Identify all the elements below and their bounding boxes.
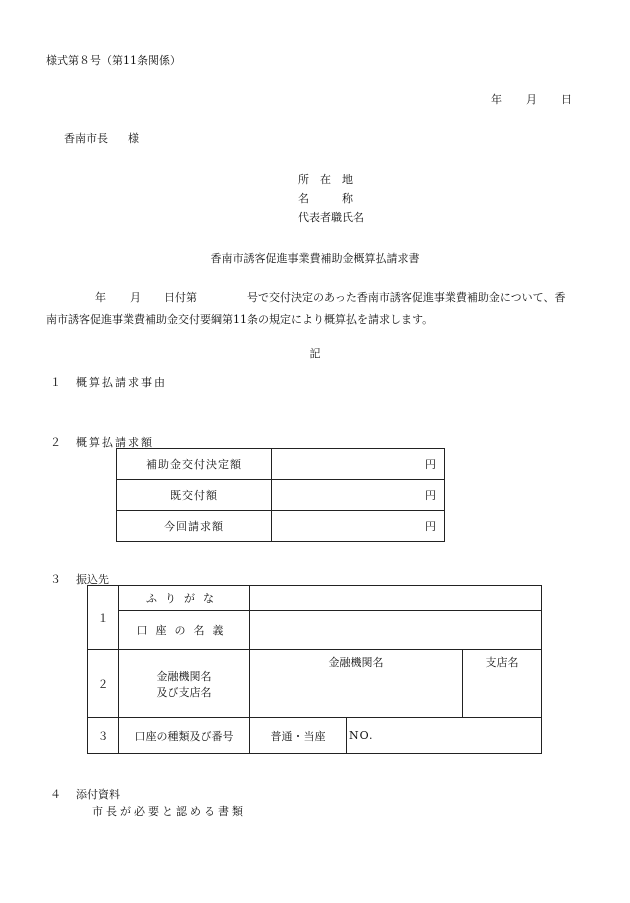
section3-label: 振込先 (76, 573, 109, 586)
row3-number: ３ (88, 718, 119, 754)
account-number-field[interactable]: NO. (347, 718, 542, 754)
section1-number: １ (50, 376, 61, 389)
date-day-label: 日 (561, 93, 572, 106)
branch-name-field[interactable] (463, 650, 542, 718)
table-row (88, 586, 542, 611)
bank-name-field[interactable] (250, 650, 463, 718)
row1-number: １ (88, 586, 119, 650)
section4-label: 添付資料 (76, 788, 120, 801)
form-number: 様式第８号（第11条関係） (46, 54, 181, 67)
applicant-address-label: 所 在 地 (298, 173, 353, 186)
furigana-label: ふりがな (119, 586, 250, 611)
table-row (117, 511, 445, 542)
date-month-label: 月 (526, 93, 537, 106)
table-row (88, 718, 542, 754)
applicant-name-label: 名 称 (298, 192, 353, 205)
amount-paid-label: 既交付額 (117, 480, 272, 511)
section2-label: 概算払請求額 (76, 436, 154, 449)
body-line2: 南市誘客促進事業費補助金交付要綱第11条の規定により概算払を請求します。 (46, 313, 434, 326)
document-title: 香南市誘客促進事業費補助金概算払請求書 (210, 252, 420, 265)
body-line1-rest: 号で交付決定のあった香南市誘客促進事業費補助金について、香 (247, 291, 566, 304)
body-month: 月 (130, 291, 141, 304)
table-row (117, 449, 445, 480)
amount-paid-value[interactable]: 円 (272, 480, 445, 511)
section4-number: ４ (50, 788, 61, 801)
table-row (88, 650, 542, 718)
addressee-name: 香南市長 (64, 132, 108, 145)
table-row (88, 611, 542, 650)
account-name-field[interactable] (250, 611, 542, 650)
account-name-label: 口座の名義 (119, 611, 250, 650)
body-year: 年 (95, 291, 106, 304)
account-type-label: 口座の種類及び番号 (119, 718, 250, 754)
bank-name-col-label: 金融機関名 (328, 656, 384, 669)
section3-number: ３ (50, 573, 61, 586)
amount-decided-value[interactable]: 円 (272, 449, 445, 480)
section2-number: ２ (50, 436, 61, 449)
row2-number: ２ (88, 650, 119, 718)
ki-label: 記 (309, 347, 321, 360)
amount-request-value[interactable]: 円 (272, 511, 445, 542)
amount-request-label: 今回請求額 (117, 511, 272, 542)
table-row (117, 480, 445, 511)
body-dated: 日付第 (164, 291, 197, 304)
bank-label-line2: 及び支店名 (156, 685, 212, 699)
attachment-item: 市長が必要と認める書類 (92, 805, 246, 818)
addressee-suffix: 様 (128, 132, 139, 145)
account-type-value[interactable]: 普通・当座 (250, 718, 347, 754)
bank-branch-label (119, 650, 250, 718)
branch-col-label: 支店名 (485, 656, 519, 669)
section1-label: 概算払請求事由 (76, 376, 167, 389)
date-year-label: 年 (491, 93, 502, 106)
bank-label-line1: 金融機関名 (156, 669, 212, 683)
amount-table (116, 448, 445, 542)
furigana-field[interactable] (250, 586, 542, 611)
applicant-representative-label: 代表者職氏名 (298, 211, 364, 224)
bank-table (87, 585, 542, 754)
amount-decided-label: 補助金交付決定額 (117, 449, 272, 480)
